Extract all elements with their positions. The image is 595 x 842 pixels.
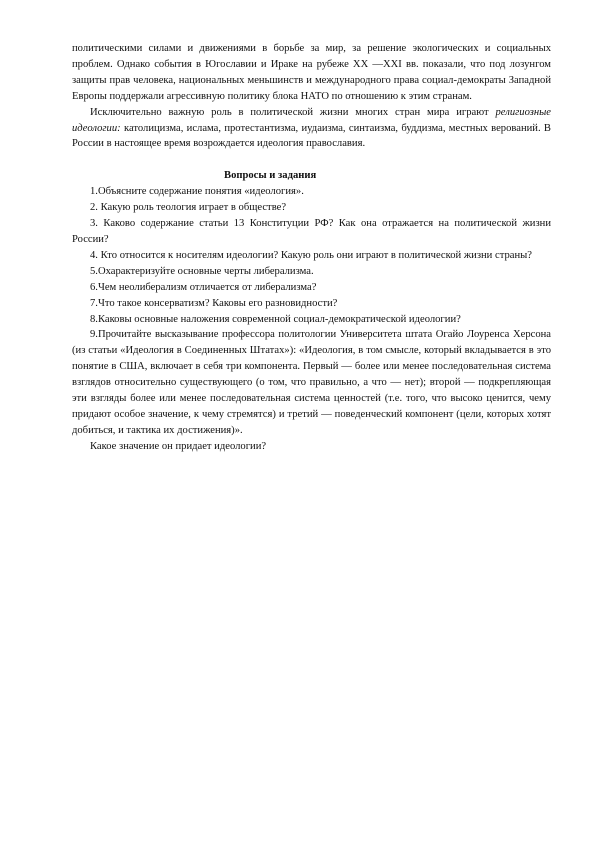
questions-list bbox=[72, 184, 551, 454]
questions-heading: Вопросы и задания bbox=[224, 170, 317, 182]
question-8: 8.Каковы основные наложения современной социал-демократической идеологии? bbox=[90, 313, 461, 325]
question-4: 4. Кто относится к носителям идеологии? Какую роль они играют в политической жизни страны? bbox=[90, 249, 532, 261]
intro-paragraph-1: политическими силами и движениями в борьбе за мир, за решение экологических и социальных проблем. Однако события в Югославии и Ираке на рубеже XX —XXI вв. показали, что под лозунгом защиты прав человека, национальных меньшинств и международного права социал-демократы Западной Европы поддержали агрессивную политику блока НАТО по отношению к этим странам. bbox=[72, 43, 551, 102]
question-2: 2. Какую роль теология играет в обществе? bbox=[90, 202, 287, 214]
question-6: 6.Чем неолиберализм отличается от либерализма? bbox=[90, 281, 317, 293]
question-1: 1.Объясните содержание понятия «идеология». bbox=[90, 186, 304, 198]
question-3: 3. Каково содержание статьи 13 Конституции РФ? Как она отражается на политической жизни России? bbox=[72, 218, 551, 245]
question-5: 5.Охарактеризуйте основные черты либерализма. bbox=[90, 265, 314, 277]
question-9-followup: Какое значение он придает идеологии? bbox=[90, 440, 267, 452]
intro-paragraph-2-start: Исключительно важную роль в политической жизни многих стран мира играют bbox=[90, 106, 496, 118]
intro-paragraph-2 bbox=[72, 105, 551, 153]
question-7: 7.Что такое консерватизм? Каковы его разновидности? bbox=[90, 297, 338, 309]
religious-ideologies-emphasis: религиозные идеологии: bbox=[72, 106, 551, 134]
question-9: 9.Прочитайте высказывание профессора политологии Университета штата Огайо Лоуренса Херсона (из статьи «Идеология в Соединенных Штатах»): «Идеология, в том смысле, который вкладывается в это понятие в США, включает в себя три компонента. Первый — более или менее последовательная система взглядов относительно существующего (о том, что правильно, а что — нет); второй — подкрепляющая эти взгляды более или менее последовательная система ценностей (т.е. того, что высоко ценится, чему придают особое значение, к чему стремятся) и третий — поведенческий компонент (цели, которых хотят добиться, и тактика их достижения)». bbox=[72, 329, 551, 436]
document-page bbox=[72, 41, 551, 455]
intro-paragraph-2-end: католицизма, ислама, протестантизма, иудаизма, синтаизма, буддизма, местных верований. В России в настоящее время возрождается идеология православия. bbox=[72, 122, 551, 150]
